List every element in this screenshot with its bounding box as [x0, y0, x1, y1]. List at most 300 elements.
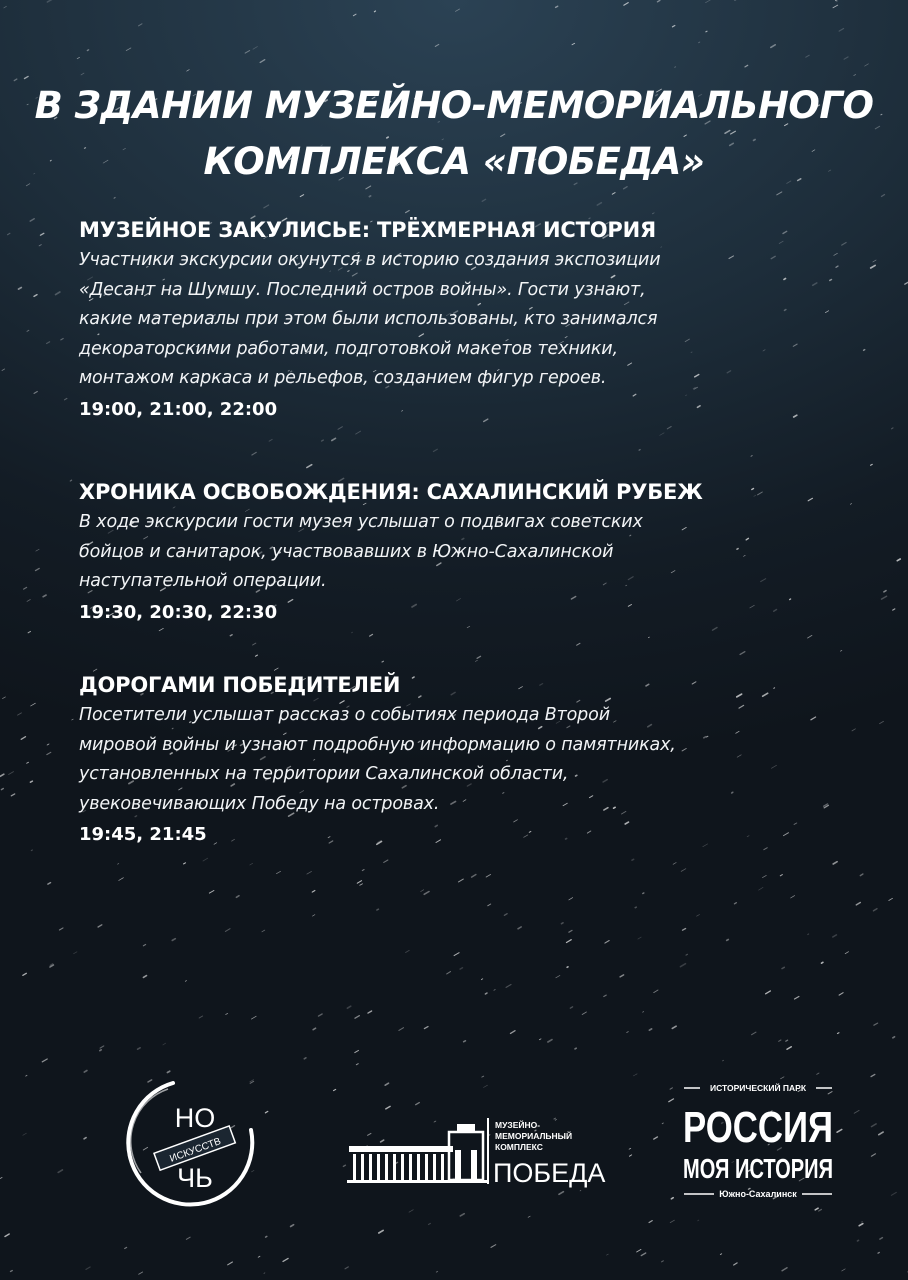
snow-streak: [459, 879, 464, 882]
snow-streak: [891, 1192, 896, 1195]
description-line: декораторскими работами, подготовкой макетов техники,: [79, 338, 618, 359]
snow-streak: [11, 794, 14, 796]
snow-streak: [504, 914, 507, 916]
snow-streak: [172, 939, 175, 941]
snow-streak: [3, 697, 6, 699]
snow-streak: [11, 1271, 13, 1272]
snow-streak: [673, 863, 676, 865]
snow-streak: [597, 203, 601, 205]
snow-streak: [833, 935, 837, 937]
snow-streak: [893, 1037, 895, 1038]
snow-streak: [386, 1106, 390, 1109]
snow-streak: [256, 655, 258, 656]
snow-streak: [467, 626, 470, 627]
snow-streak: [671, 1198, 673, 1199]
snow-streak: [42, 1059, 47, 1062]
snow-streak: [250, 863, 253, 865]
snow-streak: [332, 438, 336, 440]
snow-streak: [338, 427, 342, 430]
snow-streak: [675, 67, 676, 68]
snow-streak: [567, 967, 568, 968]
snow-streak: [377, 909, 379, 910]
snow-streak: [569, 898, 573, 900]
snow-streak: [47, 744, 49, 745]
russia-my-history-logo: [678, 1080, 838, 1210]
snow-streak: [184, 863, 186, 864]
snow-streak: [203, 858, 208, 861]
snow-streak: [36, 568, 40, 570]
snow-streak: [839, 993, 843, 995]
snow-streak: [575, 1048, 576, 1049]
snow-streak: [759, 887, 763, 890]
snow-streak: [698, 1220, 699, 1221]
snow-streak: [0, 1177, 2, 1178]
snow-streak: [845, 952, 848, 954]
snow-streak: [580, 1190, 581, 1191]
event-description: [79, 701, 879, 819]
snow-streak: [844, 57, 848, 59]
snow-streak: [572, 43, 575, 45]
museum-building-icon: [345, 1110, 606, 1190]
russia-logo-top: ИСТОРИЧЕСКИЙ ПАРК: [709, 1083, 807, 1093]
snow-streak: [874, 1023, 878, 1025]
snow-streak: [880, 1238, 883, 1240]
snow-streak: [433, 449, 437, 451]
snow-streak: [98, 925, 102, 927]
snow-streak: [570, 1007, 572, 1008]
snow-streak: [482, 1076, 484, 1077]
snow-streak: [734, 1263, 737, 1265]
snow-streak: [842, 1269, 846, 1271]
snow-streak: [658, 0, 660, 1]
snow-streak: [143, 945, 145, 946]
snow-streak: [455, 9, 459, 11]
snow-streak: [351, 632, 352, 633]
snow-streak: [871, 1074, 875, 1076]
russia-logo-line2: МОЯ ИСТОРИЯ: [683, 1153, 833, 1184]
snow-streak: [840, 650, 841, 651]
description-line: Посетители услышат рассказ о событиях периода Второй: [79, 705, 610, 725]
snow-streak: [604, 995, 606, 996]
snow-streak: [607, 1254, 609, 1255]
snow-streak: [399, 1028, 404, 1031]
snow-streak: [84, 1138, 86, 1139]
snow-streak: [670, 1088, 672, 1089]
snow-streak: [833, 862, 837, 864]
title-line-1: В ЗДАНИИ МУЗЕЙНО-МЕМОРИАЛЬНОГО: [34, 84, 874, 127]
snow-streak: [347, 1006, 350, 1008]
snow-streak: [87, 50, 88, 51]
snow-streak: [745, 65, 748, 67]
snow-streak: [879, 1132, 883, 1135]
snow-streak: [652, 213, 654, 214]
snow-streak: [639, 450, 640, 451]
snow-streak: [283, 1258, 288, 1261]
snow-streak: [884, 591, 886, 592]
description-line: установленных на территории Сахалинской области,: [79, 764, 569, 784]
snow-streak: [633, 1074, 637, 1076]
snow-streak: [861, 1222, 862, 1223]
night-logo-top: НО: [174, 1103, 216, 1133]
snow-streak: [118, 864, 119, 865]
snow-streak: [30, 219, 34, 221]
snow-streak: [787, 1047, 791, 1050]
snow-streak: [2, 369, 5, 371]
snow-streak: [251, 1016, 256, 1019]
snow-streak: [485, 993, 487, 994]
event-roads: [79, 671, 879, 849]
snow-streak: [683, 929, 686, 931]
snow-streak: [65, 398, 67, 399]
snow-streak: [511, 1031, 516, 1034]
snow-streak: [435, 44, 438, 46]
snow-streak: [780, 875, 782, 876]
snow-streak: [669, 1099, 674, 1102]
snow-streak: [447, 972, 451, 974]
snow-streak: [539, 1039, 541, 1040]
snow-streak: [100, 1046, 104, 1048]
snow-streak: [228, 1262, 233, 1265]
pobeda-logo-line2: МЕМОРИАЛЬНЫЙ: [495, 1131, 573, 1141]
snow-streak: [806, 55, 810, 57]
event-backstage: [79, 216, 879, 424]
snow-streak: [0, 774, 4, 776]
snow-streak: [632, 859, 634, 860]
snow-streak: [751, 456, 752, 457]
snow-streak: [125, 1247, 127, 1248]
snow-streak: [379, 1230, 383, 1233]
snow-streak: [893, 609, 895, 610]
snow-streak: [779, 1040, 781, 1041]
snow-streak: [406, 950, 410, 952]
snow-streak: [713, 628, 718, 631]
snow-streak: [791, 896, 795, 898]
snow-streak: [58, 1170, 62, 1173]
snow-streak: [30, 781, 32, 782]
snow-streak: [472, 875, 476, 878]
event-chronicle: [79, 478, 879, 627]
snow-streak: [556, 975, 560, 977]
snow-streak: [384, 860, 388, 862]
snow-streak: [236, 896, 239, 898]
snow-streak: [654, 1137, 658, 1139]
event-times: 19:00, 21:00, 22:00: [79, 398, 278, 420]
pobeda-logo-name: ПОБЕДА: [493, 1158, 606, 1188]
description-line: наступательной операции.: [79, 571, 327, 591]
snow-streak: [138, 1048, 141, 1049]
snow-streak: [475, 660, 477, 661]
snow-streak: [638, 937, 641, 939]
snow-streak: [786, 1040, 788, 1041]
snow-streak: [253, 47, 257, 50]
snow-streak: [362, 870, 364, 871]
snow-streak: [409, 1210, 413, 1213]
snow-streak: [322, 440, 324, 441]
snow-streak: [258, 1256, 260, 1257]
snow-streak: [817, 1073, 819, 1074]
snow-streak: [882, 596, 887, 599]
snow-streak: [368, 1011, 372, 1013]
snow-streak: [643, 1012, 644, 1013]
snow-streak: [370, 634, 373, 636]
snow-streak: [662, 1123, 663, 1124]
snow-streak: [629, 1148, 631, 1149]
snow-streak: [660, 433, 664, 436]
snow-streak: [274, 668, 278, 670]
description-line: В ходе экскурсии гости музея услышат о подвигах советских: [79, 512, 643, 532]
snow-streak: [84, 1071, 87, 1073]
snow-streak: [488, 904, 491, 906]
snow-streak: [139, 24, 142, 26]
snow-streak: [265, 1111, 267, 1112]
snow-streak: [491, 1245, 496, 1248]
snow-streak: [114, 198, 115, 199]
snow-streak: [766, 991, 771, 994]
pobeda-logo-line1: МУЗЕЙНО-: [495, 1120, 541, 1130]
snow-streak: [86, 1267, 90, 1269]
snow-streak: [424, 892, 429, 895]
snow-streak: [313, 1028, 316, 1030]
snow-streak: [36, 549, 39, 551]
snow-streak: [21, 737, 25, 740]
snow-streak: [833, 5, 838, 8]
pobeda-museum-logo: [345, 1110, 606, 1190]
snow-streak: [355, 1050, 359, 1052]
snow-streak: [252, 452, 256, 455]
description-line: какие материалы при этом были использованы, кто занимался: [79, 309, 658, 329]
snow-streak: [209, 891, 214, 894]
snow-streak: [34, 392, 37, 394]
snow-streak: [860, 874, 863, 876]
event-description: [79, 508, 879, 597]
snow-streak: [48, 883, 51, 885]
snow-streak: [72, 719, 74, 720]
snow-streak: [357, 881, 361, 884]
snow-streak: [27, 762, 29, 763]
snow-streak: [672, 1026, 676, 1028]
snow-streak: [643, 893, 644, 894]
event-times: 19:30, 20:30, 22:30: [79, 601, 278, 623]
snow-streak: [304, 1058, 306, 1059]
snow-streak: [605, 941, 609, 944]
snow-streak: [356, 431, 361, 434]
snow-streak: [159, 628, 163, 631]
snow-streak: [416, 1103, 420, 1105]
snow-streak: [871, 1154, 875, 1156]
snow-streak: [871, 464, 873, 465]
snow-streak: [782, 1268, 787, 1271]
snow-streak: [269, 439, 272, 441]
snow-streak: [795, 997, 799, 1000]
snow-streak: [777, 192, 782, 195]
snow-streak: [630, 1155, 632, 1156]
snow-streak: [74, 952, 77, 954]
snow-streak: [41, 233, 44, 235]
snow-streak: [838, 1033, 839, 1034]
snow-streak: [460, 968, 462, 969]
snow-streak: [562, 923, 564, 924]
snow-streak: [582, 1012, 586, 1015]
snow-streak: [187, 70, 190, 72]
page-title: [20, 78, 888, 190]
snow-streak: [70, 480, 71, 481]
snow-streak: [126, 48, 131, 51]
snow-streak: [139, 1272, 143, 1274]
snow-streak: [752, 1032, 756, 1035]
snow-streak: [34, 295, 37, 297]
snow-streak: [186, 1237, 190, 1239]
snow-streak: [385, 1083, 388, 1085]
event-title: ХРОНИКА ОСВОБОЖДЕНИЯ: САХАЛИНСКИЙ РУБЕЖ: [79, 480, 703, 504]
snow-streak: [43, 595, 46, 597]
snow-streak: [872, 1124, 877, 1127]
snow-streak: [865, 64, 869, 66]
snow-streak: [723, 1060, 724, 1061]
snow-streak: [667, 427, 671, 429]
snow-streak: [47, 752, 51, 754]
snow-streak: [612, 193, 615, 195]
snow-streak: [319, 1014, 323, 1016]
russia-logo-line1: РОССИЯ: [683, 1103, 833, 1152]
snow-streak: [889, 898, 893, 900]
snow-streak: [24, 587, 27, 589]
snow-streak: [1, 789, 3, 790]
snow-streak: [528, 1216, 530, 1217]
snow-streak: [559, 1192, 563, 1195]
snow-streak: [19, 288, 22, 290]
snow-streak: [897, 559, 900, 561]
snow-streak: [740, 652, 745, 655]
snow-streak: [307, 871, 312, 874]
snow-streak: [699, 42, 700, 43]
snow-streak: [670, 1220, 674, 1222]
snow-streak: [421, 890, 424, 892]
snow-streak: [654, 990, 658, 993]
snow-streak: [706, 31, 707, 32]
snow-streak: [260, 60, 265, 63]
snow-streak: [100, 1050, 101, 1051]
night-of-arts-logo: [113, 1075, 263, 1215]
snow-streak: [680, 964, 685, 967]
snow-streak: [782, 967, 784, 968]
snow-streak: [781, 1077, 785, 1079]
snow-streak: [464, 1041, 466, 1042]
snow-streak: [47, 0, 51, 2]
title-line-2: КОМПЛЕКСА «ПОБЕДА»: [203, 140, 705, 183]
snow-streak: [61, 339, 63, 340]
description-line: монтажом каркаса и рельефов, созданием фигур героев.: [79, 368, 607, 388]
event-title: МУЗЕЙНОЕ ЗАКУЛИСЬЕ: ТРЁХМЕРНАЯ ИСТОРИЯ: [79, 218, 656, 242]
snow-streak: [253, 643, 256, 645]
snow-streak: [5, 1234, 9, 1237]
snow-streak: [635, 907, 636, 908]
snow-streak: [4, 6, 7, 8]
night-logo-bottom: ЧЬ: [177, 1163, 213, 1193]
description-line: «Десант на Шумшу. Последний остров войны». Гости узнают,: [79, 279, 646, 300]
snow-streak: [822, 962, 823, 963]
snow-streak: [506, 985, 511, 988]
snow-streak: [763, 875, 767, 877]
snow-streak: [880, 721, 884, 723]
snow-streak: [23, 1133, 27, 1135]
snow-streak: [681, 869, 686, 872]
snow-streak: [26, 1075, 27, 1076]
snow-streak: [27, 330, 29, 331]
snow-streak: [548, 1040, 552, 1042]
snow-streak: [518, 927, 521, 929]
snow-streak: [28, 631, 30, 632]
snow-streak: [56, 292, 60, 295]
description-line: Участники экскурсии окунутся в историю создания экспозиции: [79, 250, 661, 270]
snow-streak: [264, 1273, 265, 1274]
snow-streak: [649, 1029, 651, 1030]
snow-streak: [300, 195, 303, 197]
snow-streak: [307, 465, 312, 468]
snow-streak: [81, 73, 84, 75]
snow-streak: [356, 1064, 358, 1065]
snow-streak: [808, 934, 809, 935]
snow-streak: [481, 979, 482, 980]
description-line: мировой войны и узнают подробную информацию о памятниках,: [79, 734, 676, 755]
snow-streak: [735, 903, 737, 904]
snow-streak: [245, 51, 249, 54]
snow-streak: [808, 635, 812, 638]
snow-streak: [355, 1016, 359, 1019]
snow-streak: [59, 928, 63, 930]
snow-streak: [569, 930, 572, 932]
snow-streak: [14, 79, 16, 81]
snow-streak: [854, 1110, 859, 1113]
snow-streak: [39, 245, 41, 246]
snow-streak: [706, 0, 711, 3]
pobeda-logo-line3: КОМПЛЕКС: [495, 1142, 543, 1152]
snow-streak: [859, 1224, 863, 1226]
snow-streak: [47, 342, 50, 344]
description-line: увековечивающих Победу на островах.: [79, 793, 440, 814]
snow-streak: [374, 11, 375, 12]
snow-streak: [143, 976, 146, 978]
event-times: 19:45, 21:45: [79, 824, 207, 845]
snow-streak: [312, 891, 315, 893]
snow-streak: [454, 953, 459, 956]
snow-streak: [262, 930, 265, 932]
snow-streak: [882, 195, 885, 197]
snow-streak: [424, 1027, 428, 1029]
snow-streak: [77, 57, 79, 58]
snow-streak: [353, 14, 356, 16]
snow-streak: [185, 981, 186, 982]
snow-streak: [556, 6, 558, 7]
snow-streak: [477, 656, 480, 658]
snow-streak: [9, 772, 14, 775]
description-line: бойцов и санитарок, участвовавших в Южно-Сахалинской: [79, 541, 614, 562]
snow-streak: [266, 1236, 267, 1237]
snow-streak: [406, 211, 410, 213]
snow-streak: [264, 205, 269, 208]
event-description: [79, 246, 879, 394]
snow-streak: [620, 975, 624, 977]
snow-streak: [276, 871, 280, 873]
russia-logo-city: Южно-Сахалинск: [719, 1189, 797, 1199]
snow-streak: [839, 29, 844, 32]
snow-streak: [345, 1267, 348, 1269]
snow-streak: [482, 199, 485, 201]
snow-streak: [226, 1013, 228, 1014]
snow-streak: [856, 903, 860, 905]
snow-streak: [486, 875, 490, 878]
snow-streak: [291, 1225, 294, 1227]
snow-streak: [854, 75, 856, 76]
